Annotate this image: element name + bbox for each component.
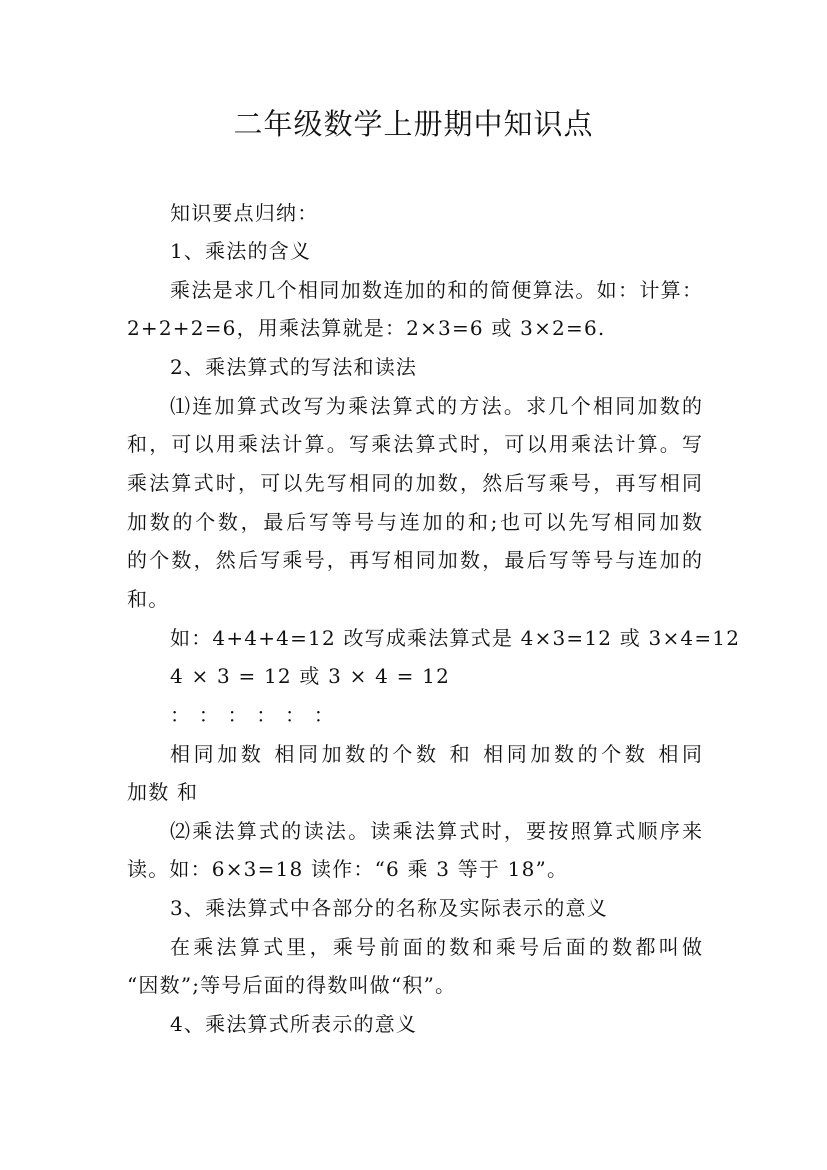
text-line-heading-summary: 知识要点归纳：	[170, 201, 319, 225]
text-line-heading-2: 2、乘法算式的写法和读法	[170, 355, 418, 379]
text-line-p2-l2: 和，可以用乘法计算。写乘法算式时，可以用乘法计算。写	[127, 432, 702, 456]
text-line-example-1: 如：4+4+4=12 改写成乘法算式是 4×3=12 或 3×4=12	[170, 626, 741, 650]
text-line-p1-l2: 2+2+2=6，用乘法算就是：2×3=6 或 3×2=6.	[127, 316, 606, 340]
text-line-p1-l1: 乘法是求几个相同加数连加的和的简便算法。如：计算：	[170, 278, 702, 302]
text-line-p2-l1: ⑴连加算式改写为乘法算式的方法。求几个相同加数的	[170, 394, 702, 418]
text-line-example-4a: 相同加数 相同加数的个数 和 相同加数的个数 相同	[170, 742, 702, 766]
text-line-p2-l4: 加数的个数，最后写等号与连加的和;也可以先写相同加数	[127, 510, 702, 534]
text-line-p3-l2: 读。如：6×3=18 读作：“6 乘 3 等于 18”。	[127, 857, 569, 881]
text-line-p3-l1: ⑵乘法算式的读法。读乘法算式时，要按照算式顺序来	[170, 819, 702, 843]
text-line-example-2: 4 × 3 = 12 或 3 × 4 = 12	[170, 664, 451, 688]
text-line-heading-4: 4、乘法算式所表示的意义	[170, 1012, 418, 1036]
text-line-p4-l1: 在乘法算式里，乘号前面的数和乘号后面的数都叫做	[170, 935, 702, 959]
text-line-example-4b: 加数 和	[127, 780, 199, 804]
text-line-p4-l2: “因数”;等号后面的得数叫做“积”。	[127, 973, 457, 997]
text-line-p2-l5: 的个数，然后写乘号，再写相同加数，最后写等号与连加的	[127, 548, 702, 572]
text-line-p2-l6: 和。	[127, 587, 170, 611]
text-line-example-3: ： ： ： ： ： ：	[170, 703, 335, 727]
text-line-p2-l3: 乘法算式时，可以先写相同的加数，然后写乘号，再写相同	[127, 471, 702, 495]
text-line-heading-3: 3、乘法算式中各部分的名称及实际表示的意义	[170, 896, 608, 920]
page-title: 二年级数学上册期中知识点	[233, 107, 594, 141]
text-line-heading-1: 1、乘法的含义	[170, 239, 312, 263]
